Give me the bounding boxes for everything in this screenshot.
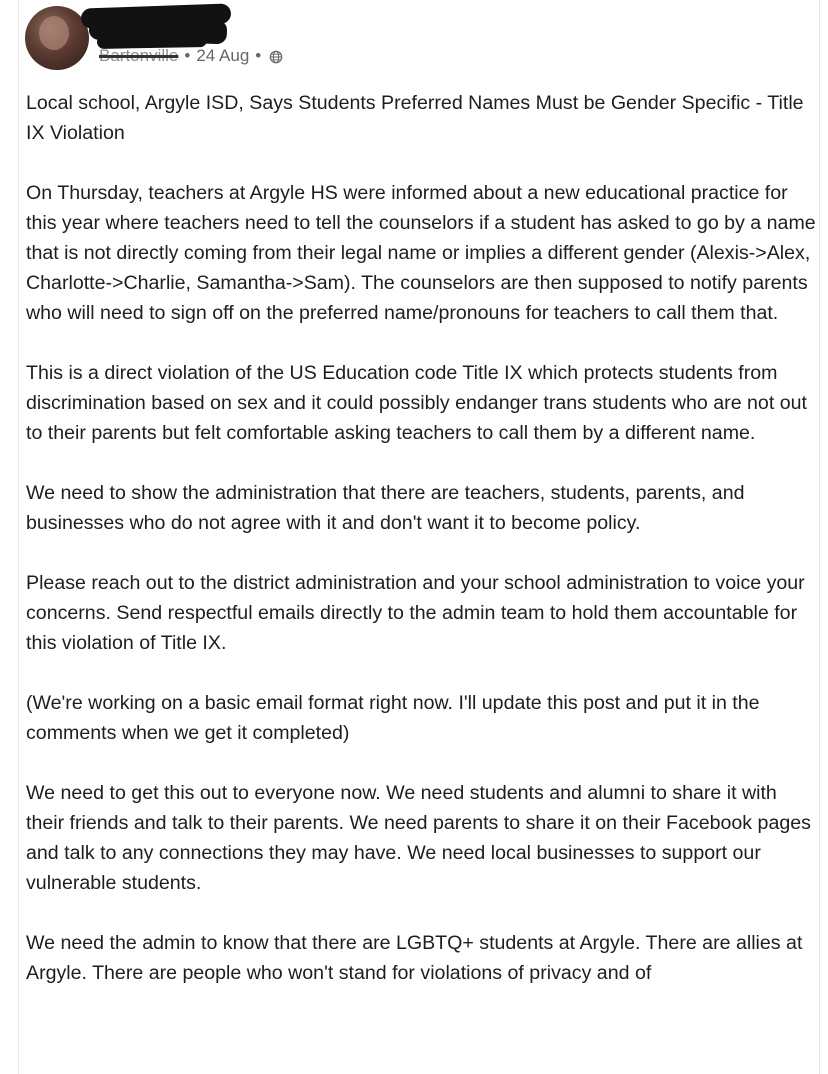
post-paragraph: We need to get this out to everyone now. We need students and alumni to share it with their friends and talk to their parents. We need parents to share it on their Facebook pages and talk to any connections they may have. We need local businesses to support our vulnerable students. <box>26 782 811 894</box>
post-body <box>26 88 816 1018</box>
post-paragraph: This is a direct violation of the US Education code Title IX which protects students from discrimination based on sex and it could possibly endanger trans students who are not out to their parents but felt comfortable asking teachers to call them by a different name. <box>26 362 807 444</box>
post-paragraph: We need to show the administration that there are teachers, students, parents, and businesses who do not agree with it and don't want it to become policy. <box>26 482 745 534</box>
post-card <box>18 0 820 1074</box>
meta-separator: • <box>184 46 191 65</box>
post-paragraph: (We're working on a basic email format right now. I'll update this post and put it in the comments when we get it completed) <box>26 692 760 744</box>
avatar[interactable] <box>25 6 89 70</box>
post-paragraph: On Thursday, teachers at Argyle HS were informed about a new educational practice for this year where teachers need to tell the counselors if a student has asked to go by a name that is not directly coming from their legal name or implies a different gender (Alexis->Alex, Charlotte->Charlie, Samantha->Sam). The counselors are then supposed to notify parents who will need to sign off on the preferred name/pronouns for teachers to call them that. <box>26 182 816 324</box>
meta-separator: • <box>255 46 262 65</box>
post-location[interactable]: Bartonville <box>99 46 179 65</box>
post-paragraph: We need the admin to know that there are LGBTQ+ students at Argyle. There are allies at Argyle. There are people who won't stand for violations of privacy and of <box>26 932 803 984</box>
globe-icon[interactable] <box>269 49 283 63</box>
post-meta <box>99 44 283 68</box>
post-title: Local school, Argyle ISD, Says Students Preferred Names Must be Gender Specific - Title IX Violation <box>26 92 804 144</box>
post-date[interactable]: 24 Aug <box>196 46 250 65</box>
post-paragraph: Please reach out to the district administration and your school administration to voice your concerns. Send respectful emails directly to the admin team to hold them accountable for this violation of Title IX. <box>26 572 805 654</box>
avatar-face <box>39 16 69 50</box>
post-header <box>19 0 819 80</box>
